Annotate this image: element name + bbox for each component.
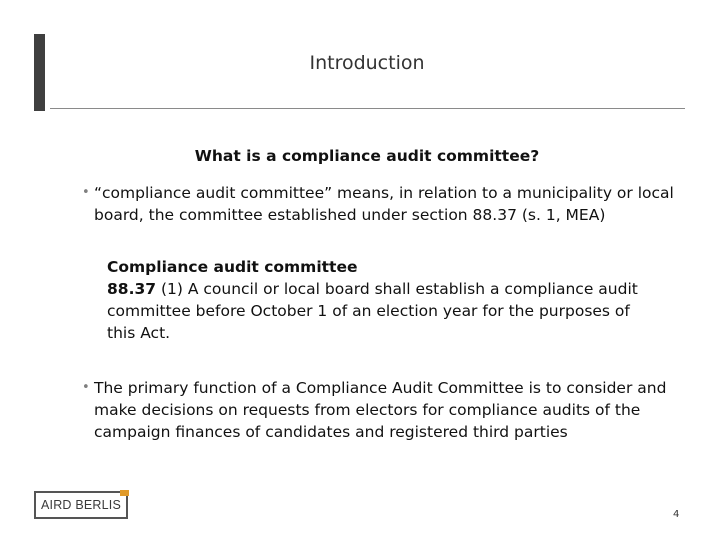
title-divider <box>50 108 685 109</box>
bullet-dot-icon: • <box>82 185 90 200</box>
section-number: 88.37 <box>107 280 157 298</box>
bullet-item <box>82 182 682 226</box>
page-number: 4 <box>673 509 680 520</box>
slide-title: Introduction <box>309 52 425 74</box>
bullet-text: The primary function of a Compliance Audit Committee is to consider and make decisions on requests from electors for compliance audits of the campaign finances of candidates and registered third parties <box>94 379 667 441</box>
company-logo <box>34 491 128 519</box>
quote-body: (1) A council or local board shall establish a compliance audit committee before October 1 of an election year for the purposes of this Act. <box>107 280 638 342</box>
section-heading: What is a compliance audit committee? <box>194 147 540 165</box>
bullet-text: “compliance audit committee” means, in relation to a municipality or local board, the committee established under section 88.37 (s. 1, MEA) <box>94 184 674 224</box>
bullet-item <box>82 377 682 443</box>
quote-heading: Compliance audit committee <box>107 258 358 276</box>
logo-text: AIRD BERLIS <box>40 498 121 512</box>
bullet-dot-icon: • <box>82 380 90 395</box>
legislation-quote <box>107 256 657 344</box>
logo-accent-mark <box>120 490 129 496</box>
